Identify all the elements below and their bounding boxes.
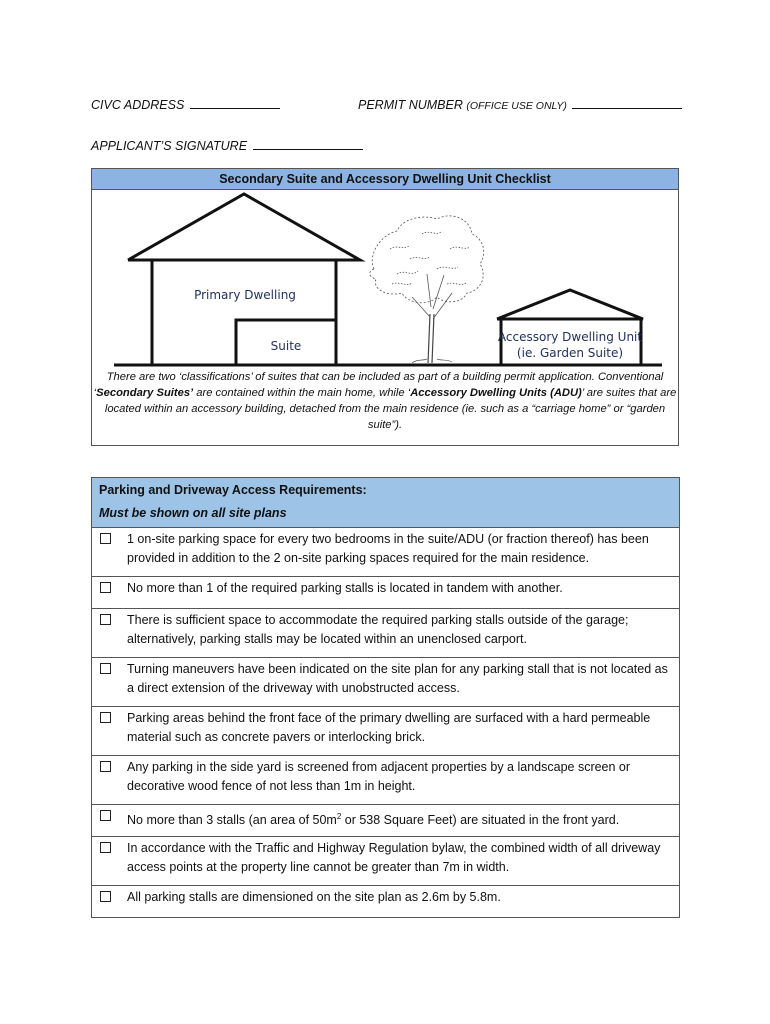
signature-label: APPLICANT’S SIGNATURE: [91, 139, 248, 153]
checkbox[interactable]: [100, 614, 111, 625]
checkbox[interactable]: [100, 842, 111, 853]
permit-number-field[interactable]: [358, 96, 682, 112]
civic-address-label: CIVC ADDRESS: [91, 98, 185, 112]
parking-checklist-table: [91, 477, 680, 918]
checkbox[interactable]: [100, 891, 111, 902]
desc-part1: There are two ‘classifications’ of suites that can be included as part of a building permit application. Conventional ‘: [93, 371, 664, 399]
item7-text-before: No more than 3 stalls (an area of 50m: [127, 813, 337, 828]
civic-address-blank[interactable]: [190, 96, 280, 109]
checklist-subheading: Must be shown on all site plans: [99, 506, 287, 520]
checklist-item-text: 1 on-site parking space for every two bedrooms in the suite/ADU (or fraction thereof) has been provided in addition to the 2 on-site parking spaces required for the main residence.: [118, 528, 680, 577]
checklist-heading: Parking and Driveway Access Requirements:: [99, 483, 367, 497]
dwelling-diagram: [92, 189, 678, 369]
checkbox[interactable]: [100, 810, 111, 821]
signature-field[interactable]: [91, 137, 363, 153]
checklist-item-text: Turning maneuvers have been indicated on the site plan for any parking stall that is not located as a direct extension of the driveway with unobstructed access.: [118, 658, 680, 707]
civic-address-field[interactable]: [91, 96, 280, 112]
checklist-row: [92, 886, 680, 918]
desc-bold-adu: Accessory Dwelling Units (ADU): [410, 387, 582, 399]
adu-label-line2: (ie. Garden Suite): [516, 346, 624, 360]
checklist-row: [92, 707, 680, 756]
permit-number-label: PERMIT NUMBER: [358, 98, 463, 112]
checklist-row: [92, 805, 680, 837]
primary-dwelling-label: Primary Dwelling: [194, 288, 296, 302]
item7-superscript: 2: [336, 812, 342, 821]
item7-text-after: or 538 Square Feet) are situated in the front yard.: [341, 813, 620, 828]
desc-part2: are contained within the main home, while ‘: [193, 387, 411, 399]
adu-label-line1: Accessory Dwelling Unit: [497, 330, 643, 344]
primary-roof: [128, 194, 360, 260]
permit-number-blank[interactable]: [572, 96, 682, 109]
checklist-item-text: [118, 805, 680, 837]
checklist-row: [92, 577, 680, 609]
checklist-row: [92, 658, 680, 707]
suite-label: Suite: [270, 339, 302, 353]
desc-part3: ’ are suites that are located within an accessory building, detached from the main residence (ie. such as a “carriage home” or “garden suite”).: [104, 387, 677, 431]
signature-blank[interactable]: [253, 137, 363, 150]
tree-illustration: [370, 216, 484, 363]
checklist-item-text: Any parking in the side yard is screened from adjacent properties by a landscape screen or decorative wood fence of not less than 1m in height.: [118, 756, 680, 805]
checkbox[interactable]: [100, 761, 111, 772]
checklist-header-row: [92, 478, 680, 528]
desc-bold-secondary-suites: Secondary Suites’: [96, 387, 194, 399]
permit-number-note: (OFFICE USE ONLY): [466, 100, 567, 112]
checklist-item-text: Parking areas behind the front face of the primary dwelling are surfaced with a hard permeable material such as concrete pavers or interlocking brick.: [118, 707, 680, 756]
illustration-title: Secondary Suite and Accessory Dwelling Unit Checklist: [92, 169, 678, 190]
checklist-item-text: In accordance with the Traffic and Highway Regulation bylaw, the combined width of all driveway access points at the property line cannot be greater than 7m in width.: [118, 837, 680, 886]
checklist-item-text: All parking stalls are dimensioned on the site plan as 2.6m by 5.8m.: [118, 886, 680, 918]
checklist-row: [92, 528, 680, 577]
checkbox[interactable]: [100, 712, 111, 723]
checklist-row: [92, 609, 680, 658]
illustration-box: [91, 168, 679, 446]
checkbox[interactable]: [100, 533, 111, 544]
checklist-item-text: No more than 1 of the required parking stalls is located in tandem with another.: [118, 577, 680, 609]
checklist-item-text: There is sufficient space to accommodate the required parking stalls outside of the garage; alternatively, parking stalls may be located within an unenclosed carport.: [118, 609, 680, 658]
checkbox[interactable]: [100, 582, 111, 593]
checklist-row: [92, 837, 680, 886]
checklist-row: [92, 756, 680, 805]
adu-roof: [497, 290, 643, 319]
classification-description: [92, 369, 678, 433]
checkbox[interactable]: [100, 663, 111, 674]
